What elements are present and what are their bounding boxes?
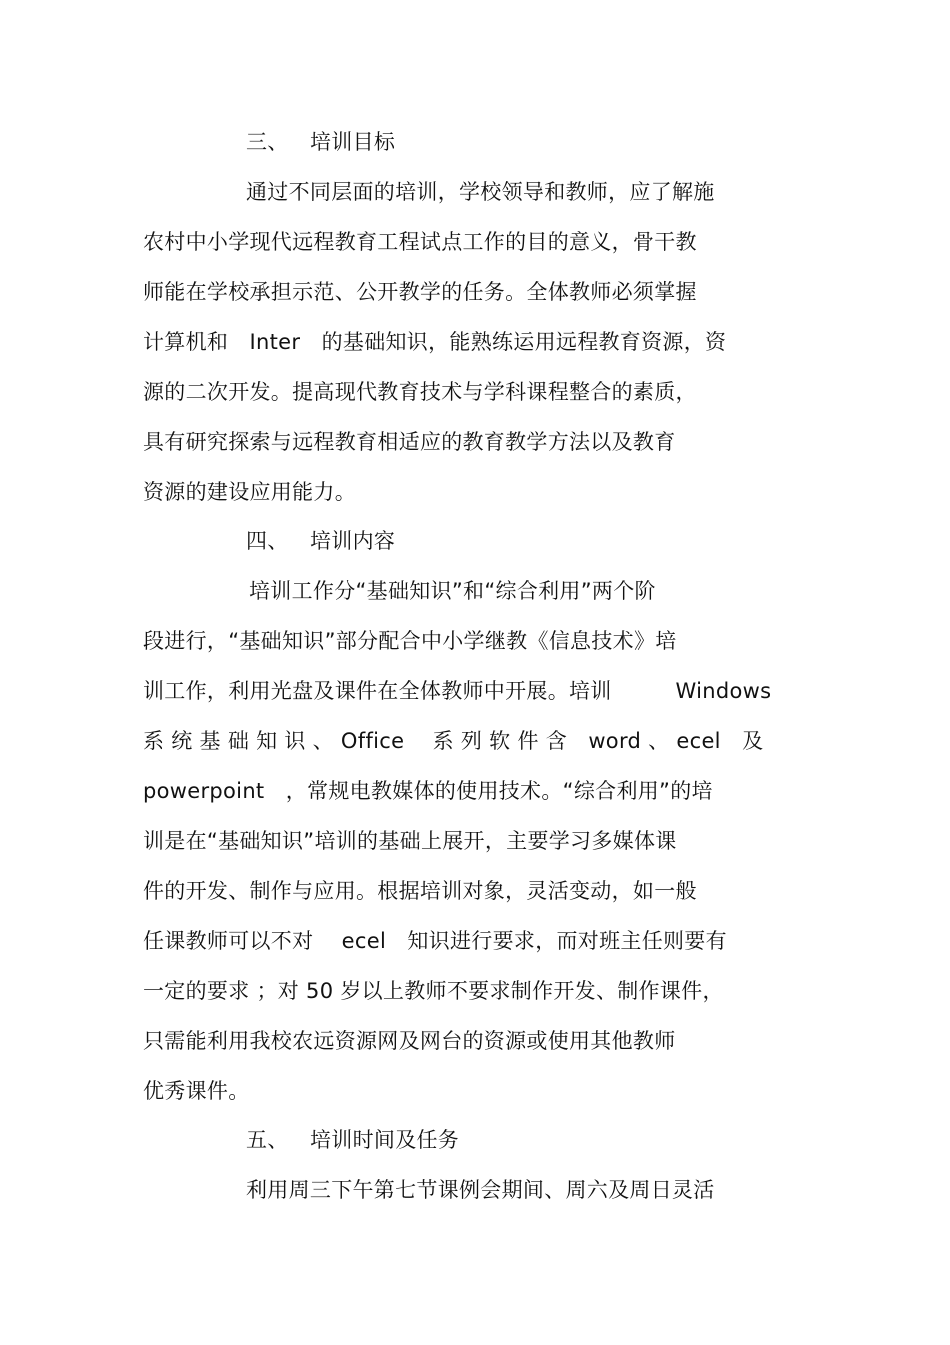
paragraph-line: 系 统 基 础 知 识 、 Office 系 列 软 件 含 word 、 ecel 及 — [143, 729, 764, 753]
paragraph-line: 具有研究探索与远程教育相适应的教育教学方法以及教育 — [143, 430, 676, 454]
paragraph-line: 训是在“基础知识”培训的基础上展开，主要学习多媒体课 — [143, 829, 677, 853]
paragraph-line: 任课教师可以不对 ecel 知识进行要求，而对班主任则要有 — [143, 929, 727, 953]
section-title: 培训时间及任务 — [310, 1128, 460, 1152]
section-title: 培训内容 — [310, 529, 396, 553]
paragraph-line: powerpoint ，常规电教媒体的使用技术。“综合利用”的培 — [143, 779, 713, 803]
paragraph-line: 优秀课件。 — [143, 1079, 250, 1103]
section-number: 五、 — [246, 1128, 289, 1152]
paragraph-line: 师能在学校承担示范、公开教学的任务。全体教师必须掌握 — [143, 280, 697, 304]
section-number: 三、 — [246, 130, 289, 154]
section-number: 四、 — [246, 529, 289, 553]
paragraph-line: 利用周三下午第七节课例会期间、周六及周日灵活 — [246, 1178, 715, 1202]
paragraph-line: 段进行，“基础知识”部分配合中小学继教《信息技术》培 — [143, 629, 677, 653]
section-title: 培训目标 — [310, 130, 396, 154]
section-heading — [246, 1127, 926, 1153]
paragraph-line: 培训工作分“基础知识”和“综合利用”两个阶 — [249, 579, 656, 603]
section-heading — [246, 129, 926, 155]
paragraph-line: 通过不同层面的培训，学校领导和教师，应了解施 — [246, 180, 715, 204]
paragraph-line: 源的二次开发。提高现代教育技术与学科课程整合的素质， — [143, 380, 697, 404]
paragraph-line: 训工作，利用光盘及课件在全体教师中开展。培训 Windows — [143, 679, 772, 703]
paragraph-line: 农村中小学现代远程教育工程试点工作的目的意义，骨干教 — [143, 230, 697, 254]
paragraph-line: 只需能利用我校农远资源网及网台的资源或使用其他教师 — [143, 1029, 676, 1053]
paragraph-line: 件的开发、制作与应用。根据培训对象，灵活变动，如一般 — [143, 879, 697, 903]
paragraph-line: 资源的建设应用能力。 — [143, 480, 356, 504]
paragraph-line: 一定的要求 ；对 50 岁以上教师不要求制作开发、制作课件， — [143, 979, 724, 1003]
paragraph-line: 计算机和 Inter 的基础知识，能熟练运用远程教育资源，资 — [143, 330, 727, 354]
section-heading — [246, 528, 926, 554]
